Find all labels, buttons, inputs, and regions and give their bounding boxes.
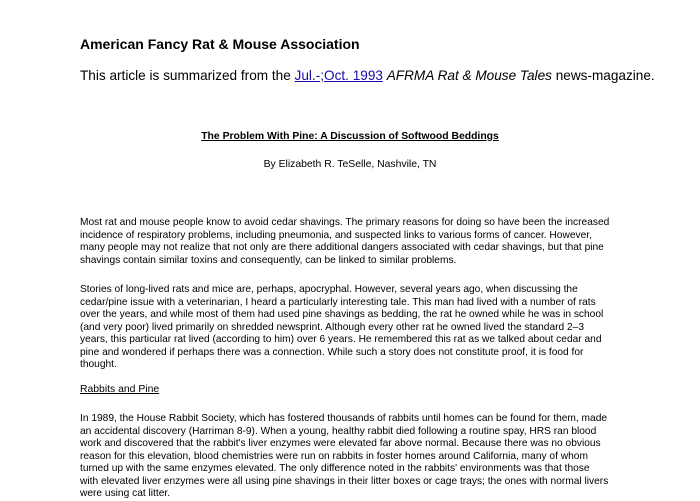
paragraph-line: (and very poor) lived primarily on shredded newsprint. Although every other rat he owned lived the standard 2–3 [80, 321, 585, 333]
section-heading-rabbits-and-pine: Rabbits and Pine [80, 384, 160, 395]
paragraph-line: with elevated liver enzymes were all using pine shavings in their litter boxes or cage trays; the ones with normal livers [80, 475, 609, 487]
paragraph-line: Most rat and mouse people know to avoid cedar shavings. The primary reasons for doing so have been the increased [80, 217, 610, 228]
summary-suffix: news-magazine. [551, 68, 655, 83]
publication-name: AFRMA Rat & Mouse Tales [386, 68, 552, 83]
organization-name: American Fancy Rat & Mouse Association [80, 36, 360, 52]
paragraph-line: turned up with the same enzymes elevated. The only difference noted in the rabbits' environments was that those [80, 463, 590, 474]
paragraph-line: thought. [80, 359, 117, 370]
paragraph-2 [80, 284, 640, 372]
paragraph-3 [80, 413, 640, 501]
paragraph-line: cedar/pine issue with a veterinarian, I heard a particularly interesting tale. This man had lived with a number of rats [80, 296, 596, 308]
paragraph-line: over the years, and while most of them had used pine shavings as bedding, the rat he owned while he was in school [80, 309, 604, 320]
paragraph-line: In 1989, the House Rabbit Society, which has fostered thousands of rabbits until homes can be found for them, made [80, 413, 608, 424]
paragraph-line: incidence of respiratory problems, including pneumonia, and suspected links to various forms of cancer. However, [80, 229, 592, 241]
paragraph-line: shavings contain similar toxins and consequently, can be linked to similar problems. [80, 254, 457, 266]
summary-line [80, 67, 655, 85]
paragraph-line: work and discovered that the rabbit's liver enzymes were elevated far above normal. Because there was no obvious [80, 438, 601, 449]
summary-prefix: This article is summarized from the [80, 68, 295, 83]
paragraph-line: many people may not realize that not only are there additional dangers associated with cedar shavings, but that pine [80, 242, 604, 253]
issue-link[interactable]: Jul.-;Oct. 1993 [294, 68, 383, 83]
article-byline: By Elizabeth R. TeSelle, Nashvile, TN [263, 159, 437, 170]
paragraph-line: were using cat litter. [80, 488, 171, 499]
paragraph-line: pine and wondered if perhaps there was a connection. While such a story does not constitute proof, it is food for [80, 346, 584, 358]
paragraph-line: years, this particular rat lived (according to him) over 6 years. He remembered this rat as we talked about cedar and [80, 334, 602, 345]
article-title: The Problem With Pine: A Discussion of Softwood Beddings [201, 131, 499, 142]
paragraph-line: an accidental discovery (Harriman 8-9). When a young, healthy rabbit died following a routine spay, HRS ran blood [80, 425, 597, 437]
paragraph-1 [80, 217, 640, 267]
paragraph-line: Stories of long-lived rats and mice are, perhaps, apocryphal. However, several years ago, when discussing the [80, 284, 578, 295]
paragraph-line: reason for this elevation, blood chemistries were run on rabbits in foster homes around California, many of whom [80, 450, 588, 462]
